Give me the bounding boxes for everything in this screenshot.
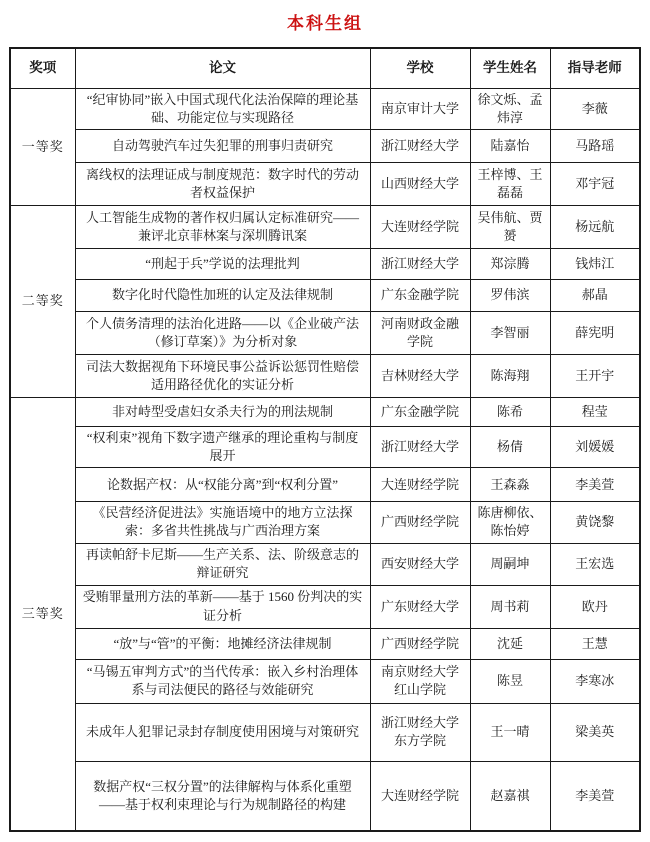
student-names: 徐文烁、孟炜淳 bbox=[470, 88, 550, 129]
school-name: 广西财经学院 bbox=[370, 502, 470, 543]
student-names: 陈海翔 bbox=[470, 354, 550, 397]
student-names: 王梓博、王磊磊 bbox=[470, 162, 550, 205]
table-body bbox=[10, 88, 640, 831]
school-name: 浙江财经大学 bbox=[370, 248, 470, 279]
table-row bbox=[10, 426, 640, 467]
advisor-name: 李美萱 bbox=[550, 468, 640, 502]
table-row bbox=[10, 279, 640, 311]
school-name: 山西财经大学 bbox=[370, 162, 470, 205]
student-names: 沈延 bbox=[470, 628, 550, 659]
paper-title: 数据产权“三权分置”的法律解构与体系化重塑——基于权利束理论与行为规制路径的构建 bbox=[75, 761, 370, 831]
paper-title: “刑起于兵”学说的法理批判 bbox=[75, 248, 370, 279]
column-header-0: 奖项 bbox=[10, 48, 75, 88]
student-names: 周书莉 bbox=[470, 585, 550, 628]
table-row bbox=[10, 397, 640, 426]
table-row bbox=[10, 585, 640, 628]
school-name: 南京审计大学 bbox=[370, 88, 470, 129]
advisor-name: 李美萱 bbox=[550, 761, 640, 831]
paper-title: 未成年人犯罪记录封存制度使用困境与对策研究 bbox=[75, 703, 370, 761]
table-row bbox=[10, 628, 640, 659]
paper-title: 离线权的法理证成与制度规范：数字时代的劳动者权益保护 bbox=[75, 162, 370, 205]
school-name: 吉林财经大学 bbox=[370, 354, 470, 397]
student-names: 陈唐柳依、陈怡婷 bbox=[470, 502, 550, 543]
table-row bbox=[10, 543, 640, 585]
paper-title: 自动驾驶汽车过失犯罪的刑事归责研究 bbox=[75, 129, 370, 162]
paper-title: 非对峙型受虐妇女杀夫行为的刑法规制 bbox=[75, 397, 370, 426]
advisor-name: 杨远航 bbox=[550, 205, 640, 248]
paper-title: 个人债务清理的法治化进路——以《企业破产法（修订草案）》为分析对象 bbox=[75, 311, 370, 354]
student-names: 李智丽 bbox=[470, 311, 550, 354]
advisor-name: 马路瑶 bbox=[550, 129, 640, 162]
paper-title: 数字化时代隐性加班的认定及法律规制 bbox=[75, 279, 370, 311]
table-row bbox=[10, 162, 640, 205]
paper-title: “放”与“管”的平衡：地摊经济法律规制 bbox=[75, 628, 370, 659]
school-name: 广西财经学院 bbox=[370, 628, 470, 659]
paper-title: “权利束”视角下数字遗产继承的理论重构与制度展开 bbox=[75, 426, 370, 467]
table-row bbox=[10, 205, 640, 248]
table-row bbox=[10, 88, 640, 129]
advisor-name: 钱炜江 bbox=[550, 248, 640, 279]
school-name: 浙江财经大学 bbox=[370, 426, 470, 467]
student-names: 罗伟滨 bbox=[470, 279, 550, 311]
advisor-name: 刘媛媛 bbox=[550, 426, 640, 467]
advisor-name: 欧丹 bbox=[550, 585, 640, 628]
school-name: 大连财经学院 bbox=[370, 205, 470, 248]
student-names: 王森淼 bbox=[470, 468, 550, 502]
table-row bbox=[10, 502, 640, 543]
student-names: 杨倩 bbox=[470, 426, 550, 467]
advisor-name: 李寒冰 bbox=[550, 659, 640, 703]
paper-title: “纪审协同”嵌入中国式现代化法治保障的理论基础、功能定位与实现路径 bbox=[75, 88, 370, 129]
school-name: 广东财经大学 bbox=[370, 585, 470, 628]
school-name: 广东金融学院 bbox=[370, 279, 470, 311]
page-title: 本科生组 bbox=[287, 14, 363, 33]
school-name: 河南财政金融学院 bbox=[370, 311, 470, 354]
paper-title: 司法大数据视角下环境民事公益诉讼惩罚性赔偿适用路径优化的实证分析 bbox=[75, 354, 370, 397]
advisor-name: 黄饶黎 bbox=[550, 502, 640, 543]
school-name: 浙江财经大学 bbox=[370, 129, 470, 162]
paper-title: 再读帕舒卡尼斯——生产关系、法、阶级意志的辩证研究 bbox=[75, 543, 370, 585]
school-name: 广东金融学院 bbox=[370, 397, 470, 426]
student-names: 陆嘉怡 bbox=[470, 129, 550, 162]
paper-title: “马锡五审判方式”的当代传承：嵌入乡村治理体系与司法便民的路径与效能研究 bbox=[75, 659, 370, 703]
award-cell-1: 二等奖 bbox=[10, 205, 75, 397]
student-names: 郑淙腾 bbox=[470, 248, 550, 279]
paper-title: 《民营经济促进法》实施语境中的地方立法探索：多省共性挑战与广西治理方案 bbox=[75, 502, 370, 543]
school-name: 南京财经大学红山学院 bbox=[370, 659, 470, 703]
table-row bbox=[10, 659, 640, 703]
table-row bbox=[10, 311, 640, 354]
school-name: 西安财经大学 bbox=[370, 543, 470, 585]
student-names: 赵嘉祺 bbox=[470, 761, 550, 831]
paper-title: 论数据产权：从“权能分离”到“权利分置” bbox=[75, 468, 370, 502]
advisor-name: 程莹 bbox=[550, 397, 640, 426]
school-name: 大连财经学院 bbox=[370, 761, 470, 831]
student-names: 周嗣坤 bbox=[470, 543, 550, 585]
paper-title: 人工智能生成物的著作权归属认定标准研究——兼评北京菲林案与深圳腾讯案 bbox=[75, 205, 370, 248]
awards-table bbox=[9, 47, 641, 832]
table-row bbox=[10, 248, 640, 279]
award-cell-2: 三等奖 bbox=[10, 397, 75, 831]
paper-title: 受贿罪量刑方法的革新——基于 1560 份判决的实证分析 bbox=[75, 585, 370, 628]
table-row bbox=[10, 129, 640, 162]
table-row bbox=[10, 703, 640, 761]
student-names: 吴伟航、贾赟 bbox=[470, 205, 550, 248]
advisor-name: 邓宇冠 bbox=[550, 162, 640, 205]
column-header-1: 论文 bbox=[75, 48, 370, 88]
advisor-name: 王开宇 bbox=[550, 354, 640, 397]
advisor-name: 薛宪明 bbox=[550, 311, 640, 354]
column-header-2: 学校 bbox=[370, 48, 470, 88]
school-name: 大连财经学院 bbox=[370, 468, 470, 502]
header-row bbox=[10, 48, 640, 88]
advisor-name: 李薇 bbox=[550, 88, 640, 129]
advisor-name: 郝晶 bbox=[550, 279, 640, 311]
table-row bbox=[10, 354, 640, 397]
award-cell-0: 一等奖 bbox=[10, 88, 75, 205]
advisor-name: 梁美英 bbox=[550, 703, 640, 761]
table-row bbox=[10, 468, 640, 502]
student-names: 陈昱 bbox=[470, 659, 550, 703]
student-names: 王一晴 bbox=[470, 703, 550, 761]
school-name: 浙江财经大学东方学院 bbox=[370, 703, 470, 761]
student-names: 陈希 bbox=[470, 397, 550, 426]
advisor-name: 王宏选 bbox=[550, 543, 640, 585]
advisor-name: 王慧 bbox=[550, 628, 640, 659]
table-row bbox=[10, 761, 640, 831]
column-header-3: 学生姓名 bbox=[470, 48, 550, 88]
column-header-4: 指导老师 bbox=[550, 48, 640, 88]
